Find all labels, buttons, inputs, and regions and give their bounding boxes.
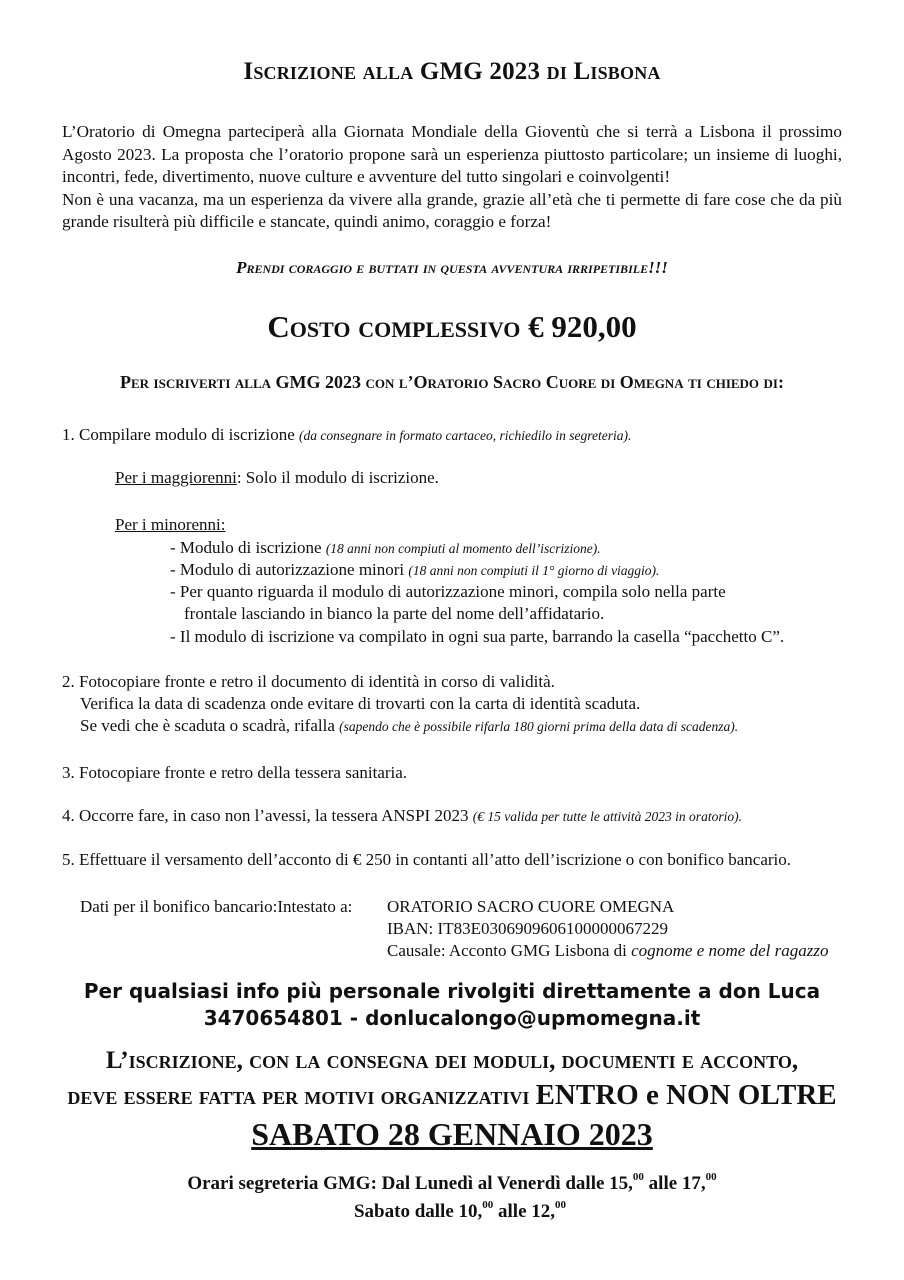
adults-label: Per i maggiorenni [115,468,237,487]
tagline: Prendi coraggio e buttati in questa avventura irripetibile!!! [236,258,668,277]
hours-saturday-sup-2: 00 [555,1199,567,1211]
step-2-line-3 [80,715,738,738]
contact-info [0,978,904,1032]
step-3: 3. Fotocopiare fronte e retro della tessera sanitaria. [62,763,408,782]
minor-item-4: - Il modulo di iscrizione va compilato in ogni sua parte, barrando la casella “pacchetto C”. [170,627,785,646]
minor-item-2-note: (18 anni non compiuti il 1° giorno di viaggio). [408,563,660,578]
minors-label: Per i minorenni: [115,515,226,534]
step-2-line-1: 2. Fotocopiare fronte e retro il documento di identità in corso di validità. [62,672,555,691]
deadline-emphasis: ENTRO e NON OLTRE [535,1079,837,1111]
hours-saturday-text: Sabato dalle 10, [353,1201,483,1222]
hours-saturday [0,1198,904,1226]
deadline-line-2-text: deve essere fatta per motivi organizzativi [67,1083,530,1110]
page-title: Iscrizione alla GMG 2023 di Lisbona [243,58,661,85]
hours-weekdays-text: Orari segreteria GMG: Dal Lunedì al Venerdì dalle 15, [187,1173,633,1194]
step-2-line-2: Verifica la data di scadenza onde evitare di trovarti con la carta di identità scaduta. [80,694,641,713]
step-4-note: (€ 15 valida per tutte le attività 2023 in oratorio). [472,809,742,824]
bank-label: Dati per il bonifico bancario:Intestato a: [80,897,353,916]
step-1-note: (da consegnare in formato cartaceo, richiedilo in segreteria). [299,428,632,443]
contact-line-1: Per qualsiasi info più personale rivolgiti direttamente a don Luca [83,979,821,1003]
intro-text [62,121,842,234]
deadline-notice [0,1044,904,1114]
hours-saturday-sup-1: 00 [482,1199,494,1211]
office-hours [0,1170,904,1226]
hours-weekdays-sup-2: 00 [705,1171,717,1183]
bank-iban: IBAN: IT83E0306909606100000067229 [387,919,668,938]
step-2-line-3-text: Se vedi che è scaduta o scadrà, rifalla [80,716,335,735]
contact-line-2: 3470654801 - donlucalongo@upmomegna.it [203,1006,701,1030]
minor-item-1 [170,537,601,560]
hours-weekdays [0,1170,904,1198]
hours-weekdays-mid: alle 17, [643,1173,706,1194]
bank-causale [387,940,828,962]
hours-saturday-mid: alle 12, [493,1201,556,1222]
intro-paragraph-2: Non è una vacanza, ma un esperienza da vivere alla grande, grazie all’età che ti permette di fare cose che da più grande risulterà più difficile e stancate, quindi animo, coraggio e forza! [62,189,842,232]
step-5: 5. Effettuare il versamento dell’acconto di € 250 in contanti all’atto dell’iscrizione o con bonifico bancario. [62,850,792,869]
minor-item-3-line-1: - Per quanto riguarda il modulo di autorizzazione minori, compila solo nella parte [170,582,726,601]
adults-requirement [115,467,439,489]
minor-item-1-note: (18 anni non compiuti al momento dell’iscrizione). [325,541,601,556]
deadline-date: SABATO 28 GENNAIO 2023 [251,1116,653,1152]
instructions-heading: Per iscriverti alla GMG 2023 con l’Oratorio Sacro Cuore di Omegna ti chiedo di: [119,372,784,392]
minor-item-3-line-2: frontale lasciando in bianco la parte del nome dell’affidatario. [184,604,605,623]
minor-item-2 [170,559,659,582]
adults-text: : Solo il modulo di iscrizione. [236,468,439,487]
bank-causale-italic: cognome e nome del ragazzo [631,941,829,960]
deadline-line-2 [0,1078,904,1114]
step-4 [62,805,742,828]
step-1 [62,424,631,447]
step-1-text: 1. Compilare modulo di iscrizione [62,425,295,444]
minor-item-1-text: - Modulo di iscrizione [170,538,322,557]
intro-paragraph-1: L’Oratorio di Omegna parteciperà alla Giornata Mondiale della Gioventù che si terrà a Lisbona il prossimo Agosto 2023. La proposta che l’oratorio propone sarà un esperienza piuttosto particolare; un insieme di luoghi, incontri, fede, divertimento, nuove culture e avventure del tutto singolari e coinvolgenti! [62,122,842,187]
step-2-note: (sapendo che è possibile rifarla 180 giorni prima della data di scadenza). [339,719,739,734]
step-4-text: 4. Occorre fare, in caso non l’avessi, la tessera ANSPI 2023 [62,806,469,825]
bank-causale-text: Causale: Acconto GMG Lisbona di [387,941,627,960]
total-cost: Costo complessivo € 920,00 [267,309,637,344]
hours-weekdays-sup-1: 00 [632,1171,644,1183]
bank-holder: ORATORIO SACRO CUORE OMEGNA [387,897,675,916]
minor-item-2-text: - Modulo di autorizzazione minori [170,560,405,579]
deadline-line-1: L’iscrizione, con la consegna dei moduli, documenti e acconto, [105,1047,799,1074]
